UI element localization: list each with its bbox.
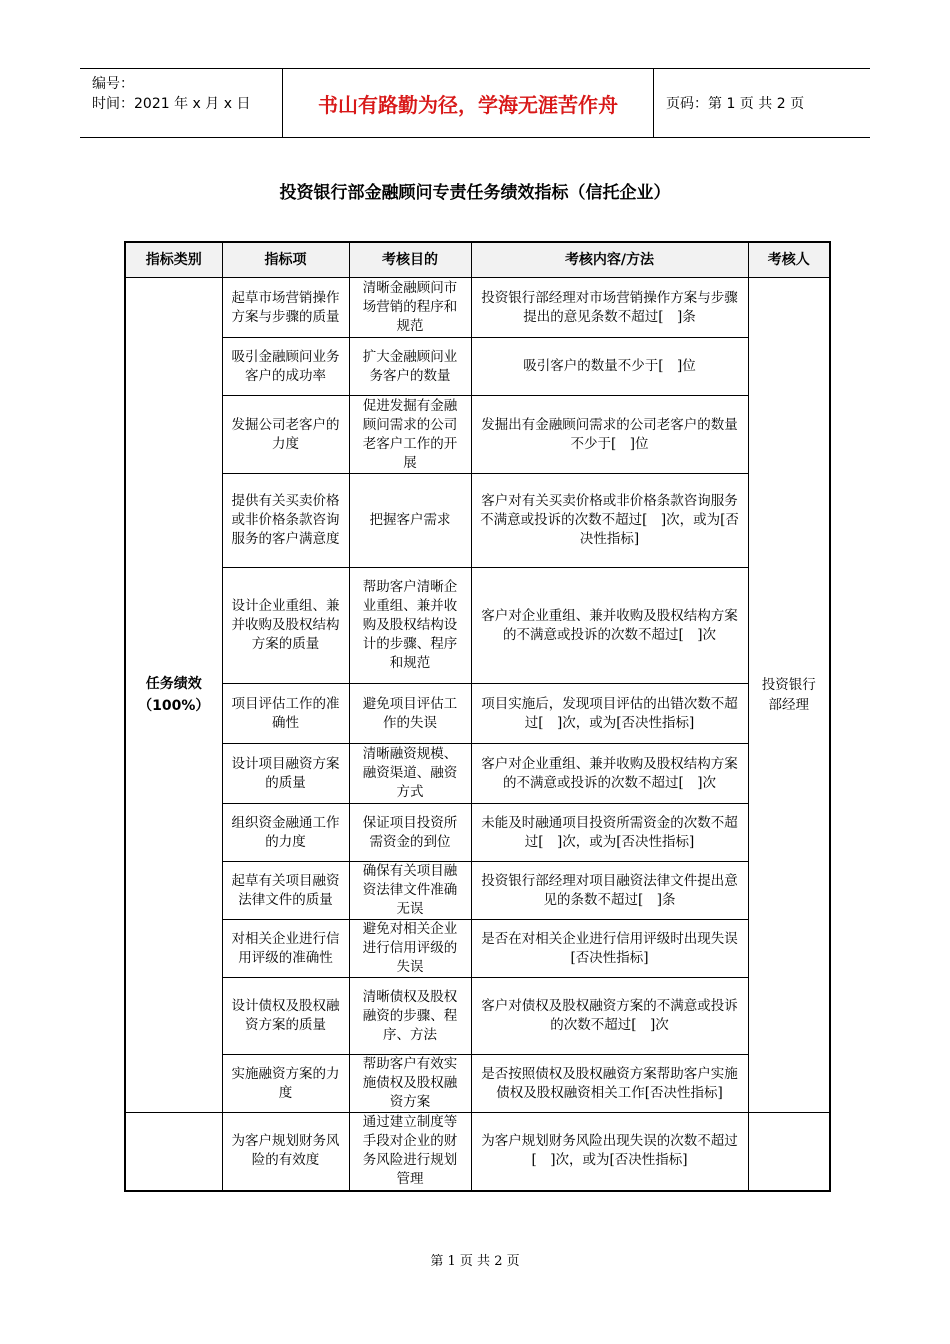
method-cell: 客户对有关买卖价格或非价格条款咨询服务不满意或投诉的次数不超过[ ]次，或为[否决性指标] [471, 474, 748, 568]
goal-cell: 确保有关项目融资法律文件准确无误 [349, 862, 471, 920]
item-cell: 设计企业重组、兼并收购及股权结构方案的质量 [222, 568, 349, 684]
reviewer-cell-empty [748, 1113, 830, 1191]
item-cell: 对相关企业进行信用评级的准确性 [222, 920, 349, 978]
table-row [125, 744, 830, 804]
table-row [125, 862, 830, 920]
goal-cell: 帮助客户清晰企业重组、兼并收购及股权结构设计的步骤、程序和规范 [349, 568, 471, 684]
table-header-row [125, 242, 830, 278]
table-row [125, 396, 830, 474]
page-header [80, 68, 870, 138]
table-row [125, 978, 830, 1055]
method-cell: 未能及时融通项目投资所需资金的次数不超过[ ]次，或为[否决性指标] [471, 804, 748, 862]
method-cell: 项目实施后，发现项目评估的出错次数不超过[ ]次，或为[否决性指标] [471, 684, 748, 744]
table-row [125, 1113, 830, 1191]
method-cell: 为客户规划财务风险出现失误的次数不超过[ ]次，或为[否决性指标] [471, 1113, 748, 1191]
method-cell: 是否在对相关企业进行信用评级时出现失误[否决性指标] [471, 920, 748, 978]
item-cell: 提供有关买卖价格或非价格条款咨询服务的客户满意度 [222, 474, 349, 568]
header-goal: 考核目的 [349, 242, 471, 278]
table-row [125, 474, 830, 568]
goal-cell: 避免项目评估工作的失误 [349, 684, 471, 744]
document-title: 投资银行部金融顾问专责任务绩效指标（信托企业） [279, 183, 671, 203]
goal-cell: 通过建立制度等手段对企业的财务风险进行规划管理 [349, 1113, 471, 1191]
kpi-table [124, 241, 831, 1192]
method-cell: 投资银行部经理对市场营销操作方案与步骤提出的意见条数不超过[ ]条 [471, 278, 748, 338]
goal-cell: 保证项目投资所需资金的到位 [349, 804, 471, 862]
item-cell: 起草有关项目融资法律文件的质量 [222, 862, 349, 920]
item-cell: 吸引金融顾问业务客户的成功率 [222, 338, 349, 396]
header-meta [80, 69, 282, 137]
page-footer: 第 1 页 共 2 页 [430, 1254, 520, 1269]
method-cell: 吸引客户的数量不少于[ ]位 [471, 338, 748, 396]
header-page-number: 页码：第 1 页 共 2 页 [666, 96, 805, 112]
method-cell: 客户对企业重组、兼并收购及股权结构方案的不满意或投诉的次数不超过[ ]次 [471, 744, 748, 804]
goal-cell: 清晰债权及股权融资的步骤、程序、方法 [349, 978, 471, 1055]
header-method: 考核内容/方法 [471, 242, 748, 278]
table-row [125, 804, 830, 862]
document-date-label: 时间：2021 年 x 月 x 日 [92, 96, 251, 112]
goal-cell: 扩大金融顾问业务客户的数量 [349, 338, 471, 396]
header-category: 指标类别 [125, 242, 222, 278]
document-number-label: 编号： [92, 76, 134, 92]
item-cell: 设计项目融资方案的质量 [222, 744, 349, 804]
method-cell: 发掘出有金融顾问需求的公司老客户的数量不少于[ ]位 [471, 396, 748, 474]
category-cell: 任务绩效（100%） [125, 278, 222, 1113]
header-reviewer: 考核人 [748, 242, 830, 278]
item-cell: 实施融资方案的力度 [222, 1055, 349, 1113]
reviewer-cell: 投资银行部经理 [748, 278, 830, 1113]
header-item: 指标项 [222, 242, 349, 278]
table-row [125, 278, 830, 338]
method-cell: 客户对债权及股权融资方案的不满意或投诉的次数不超过[ ]次 [471, 978, 748, 1055]
item-cell: 为客户规划财务风险的有效度 [222, 1113, 349, 1191]
method-cell: 投资银行部经理对项目融资法律文件提出意见的条数不超过[ ]条 [471, 862, 748, 920]
category-cell-empty [125, 1113, 222, 1191]
goal-cell: 清晰融资规模、融资渠道、融资方式 [349, 744, 471, 804]
method-cell: 是否按照债权及股权融资方案帮助客户实施债权及股权融资相关工作[否决性指标] [471, 1055, 748, 1113]
goal-cell: 清晰金融顾问市场营销的程序和规范 [349, 278, 471, 338]
item-cell: 项目评估工作的准确性 [222, 684, 349, 744]
goal-cell: 帮助客户有效实施债权及股权融资方案 [349, 1055, 471, 1113]
goal-cell: 促进发掘有金融顾问需求的公司老客户工作的开展 [349, 396, 471, 474]
goal-cell: 避免对相关企业进行信用评级的失误 [349, 920, 471, 978]
item-cell: 设计债权及股权融资方案的质量 [222, 978, 349, 1055]
table-row [125, 684, 830, 744]
table-row [125, 568, 830, 684]
table-row [125, 338, 830, 396]
table-row [125, 920, 830, 978]
item-cell: 组织资金融通工作的力度 [222, 804, 349, 862]
goal-cell: 把握客户需求 [349, 474, 471, 568]
item-cell: 起草市场营销操作方案与步骤的质量 [222, 278, 349, 338]
method-cell: 客户对企业重组、兼并收购及股权结构方案的不满意或投诉的次数不超过[ ]次 [471, 568, 748, 684]
table-row [125, 1055, 830, 1113]
item-cell: 发掘公司老客户的力度 [222, 396, 349, 474]
header-slogan: 书山有路勤为径，学海无涯苦作舟 [282, 69, 654, 137]
